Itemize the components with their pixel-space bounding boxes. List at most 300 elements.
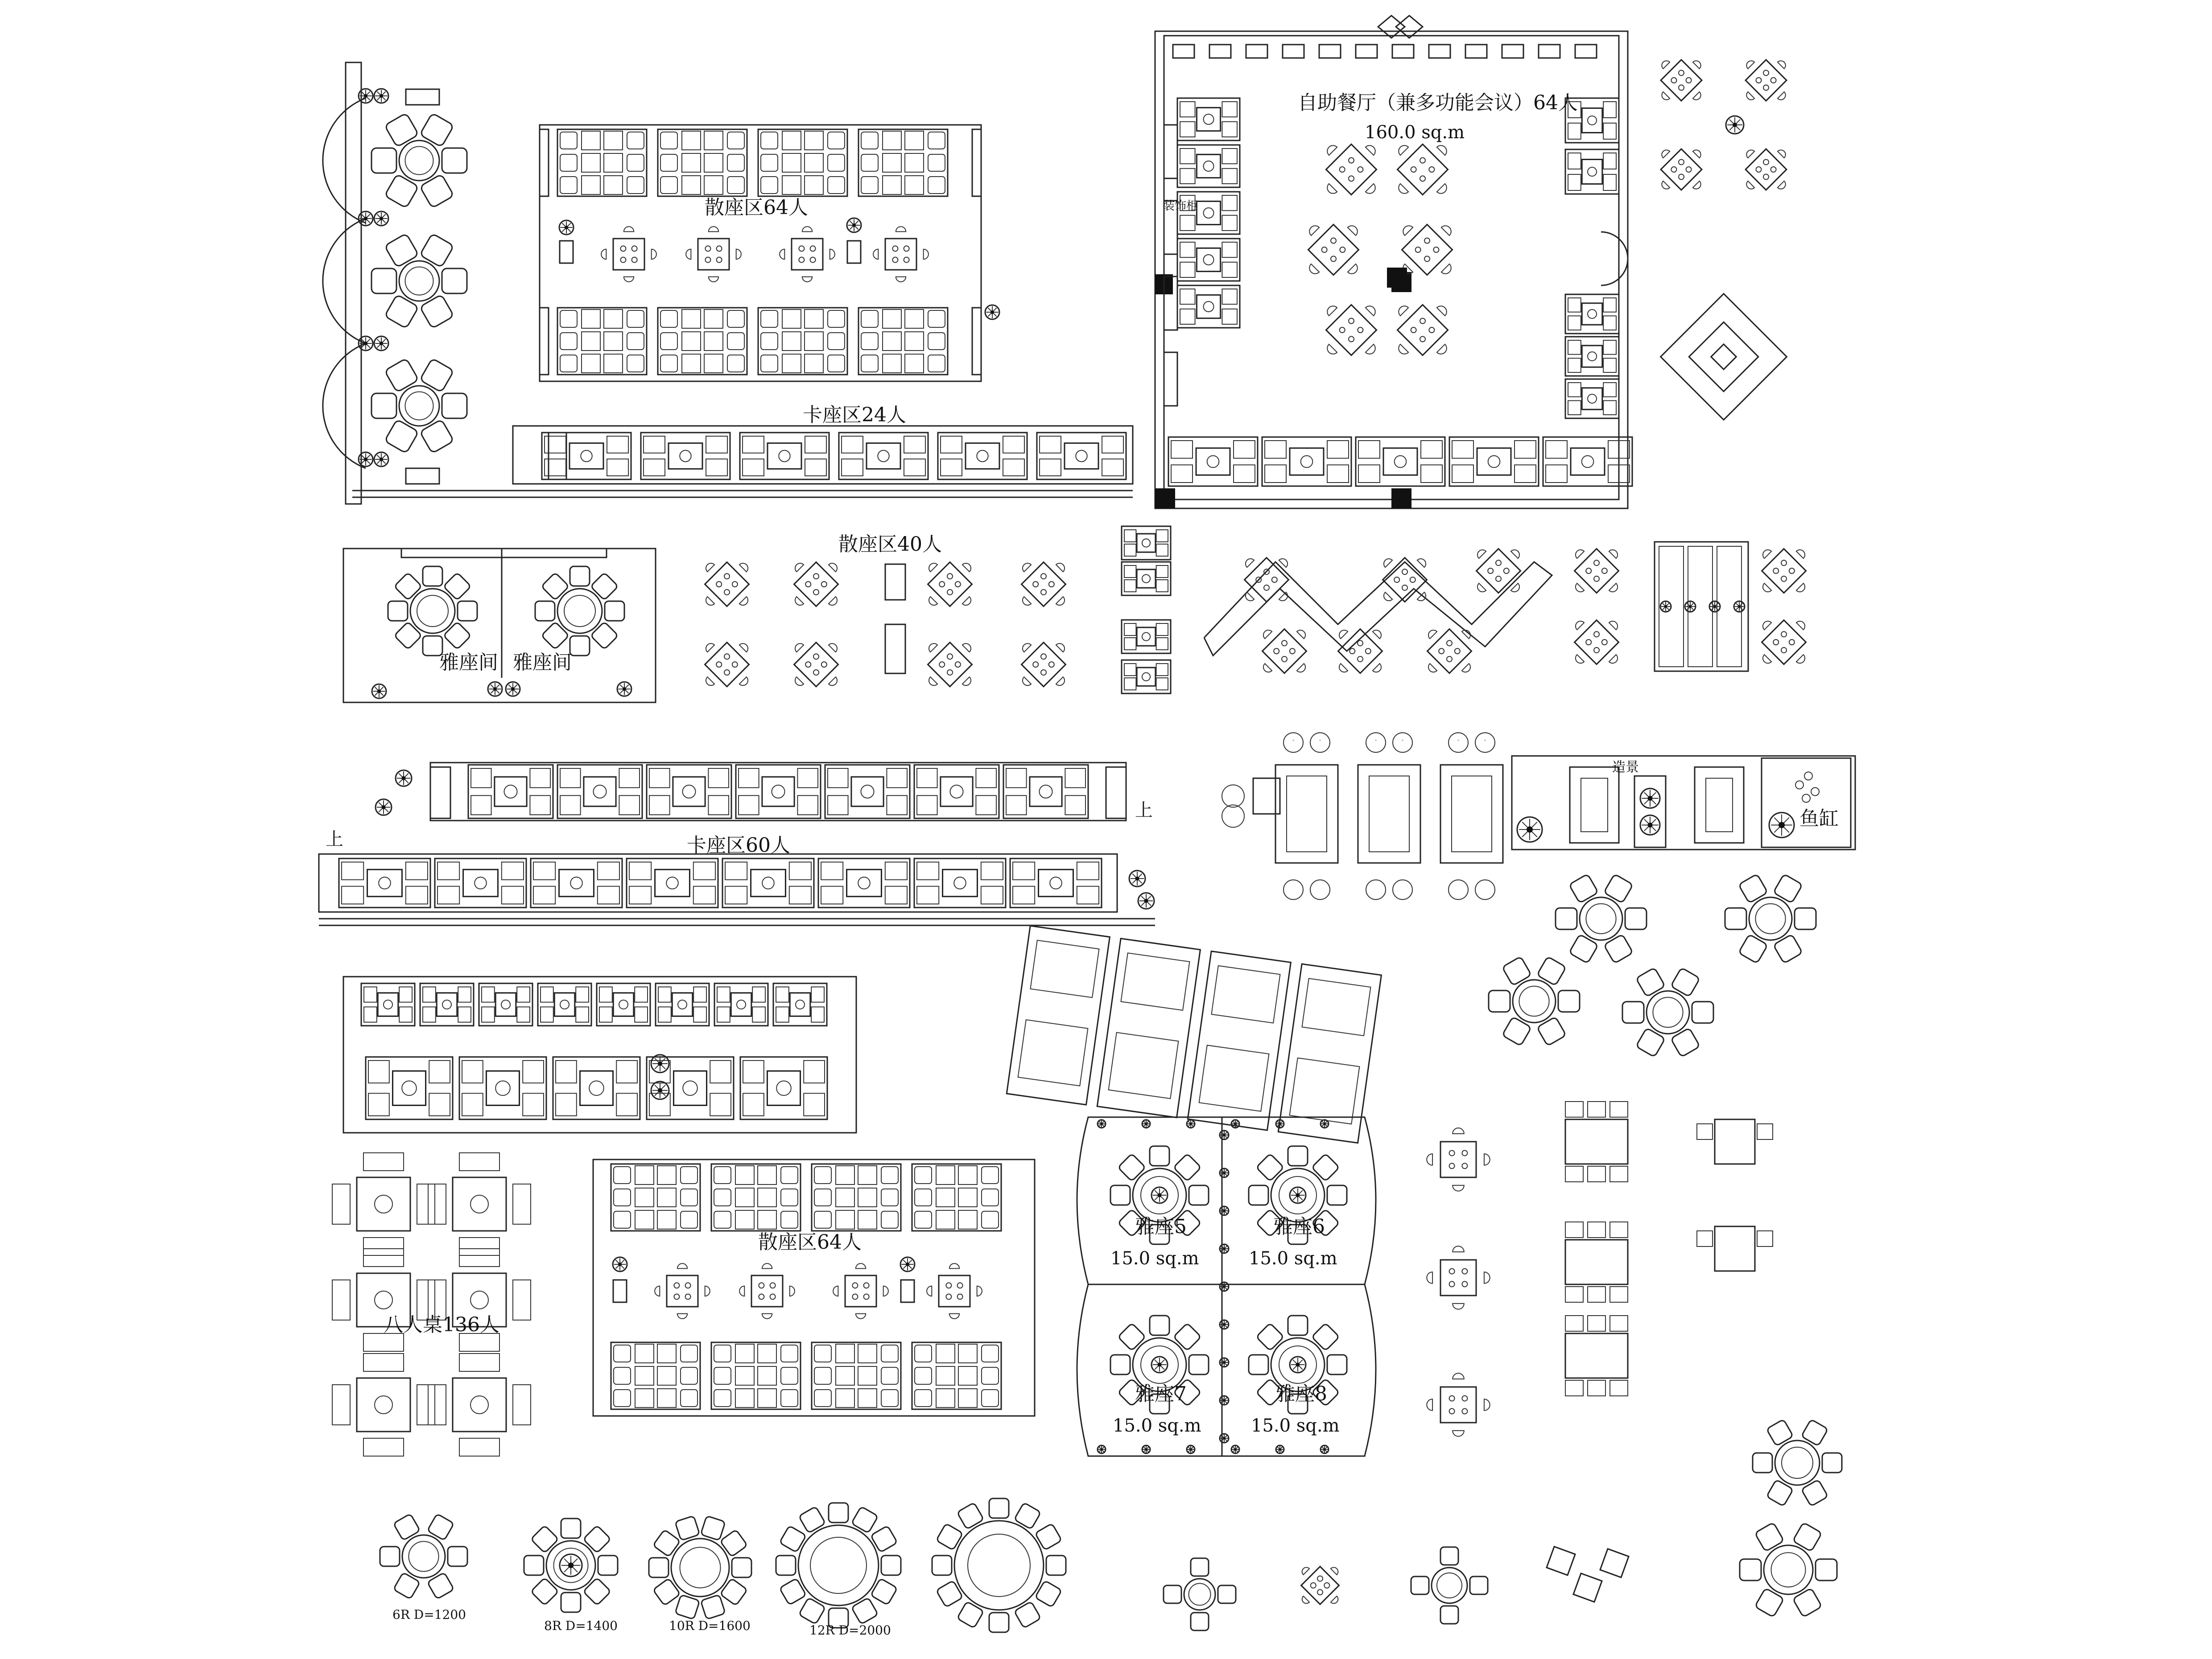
seat bbox=[1265, 465, 1286, 483]
table-cell bbox=[883, 354, 901, 373]
four-top-table bbox=[1745, 532, 1823, 610]
table-cell bbox=[836, 1366, 854, 1385]
seat bbox=[714, 1390, 731, 1407]
table-cell bbox=[858, 1344, 877, 1363]
table-cell bbox=[805, 131, 823, 150]
chair bbox=[924, 249, 929, 259]
quad-booth bbox=[912, 1342, 1001, 1409]
table-dot bbox=[620, 246, 626, 251]
chair bbox=[394, 573, 422, 600]
table-cell bbox=[782, 176, 801, 194]
seat bbox=[614, 1211, 631, 1228]
chair bbox=[1511, 583, 1522, 594]
chair bbox=[927, 677, 937, 688]
booth bbox=[468, 765, 553, 818]
table-dot bbox=[1357, 655, 1364, 663]
booth bbox=[656, 983, 709, 1026]
chair bbox=[989, 1498, 1009, 1518]
booth bbox=[339, 858, 430, 908]
table-cell bbox=[682, 354, 701, 373]
table-cell bbox=[635, 1344, 654, 1363]
booth-table bbox=[1039, 870, 1073, 897]
seat bbox=[1568, 316, 1581, 330]
seat bbox=[714, 1189, 731, 1206]
table-dot bbox=[1449, 1281, 1455, 1287]
quad-booth bbox=[658, 129, 747, 196]
seat bbox=[1156, 638, 1168, 650]
seat bbox=[1222, 122, 1237, 137]
seat bbox=[982, 1211, 999, 1228]
seat bbox=[887, 796, 907, 815]
seat bbox=[462, 1061, 483, 1083]
round-table bbox=[776, 1503, 901, 1628]
window bbox=[1539, 45, 1560, 58]
chair bbox=[709, 227, 718, 231]
seat bbox=[814, 1345, 831, 1362]
seat bbox=[1077, 862, 1099, 880]
table-dot bbox=[1409, 576, 1416, 584]
chair bbox=[1757, 1231, 1773, 1246]
fishtank-label: 鱼缸 bbox=[1799, 807, 1839, 830]
seat bbox=[681, 1167, 697, 1184]
chair bbox=[1453, 1246, 1464, 1252]
seat bbox=[616, 1061, 637, 1083]
seat bbox=[471, 768, 491, 788]
table-dot bbox=[1428, 166, 1436, 173]
table-dot bbox=[813, 653, 820, 660]
chair bbox=[1796, 655, 1807, 665]
chair bbox=[371, 393, 396, 418]
chair bbox=[1020, 641, 1031, 652]
table-dot bbox=[810, 257, 816, 263]
seat bbox=[627, 355, 644, 372]
window bbox=[1502, 45, 1523, 58]
seat bbox=[1222, 195, 1237, 210]
booth-table bbox=[851, 777, 883, 806]
chair bbox=[459, 1238, 499, 1255]
curved-partition bbox=[323, 343, 366, 468]
table-cell bbox=[836, 1344, 854, 1363]
table-dot bbox=[1410, 326, 1417, 334]
booth bbox=[740, 1057, 827, 1119]
booth-table bbox=[655, 870, 690, 897]
table-dot bbox=[957, 1283, 963, 1288]
chair bbox=[1660, 59, 1670, 69]
chair bbox=[1366, 143, 1378, 155]
table-dot bbox=[1432, 246, 1440, 254]
seat bbox=[885, 886, 907, 904]
chair bbox=[1475, 733, 1495, 752]
round-table bbox=[1740, 1523, 1837, 1618]
chair bbox=[1222, 785, 1244, 807]
table-dot bbox=[1316, 1575, 1324, 1582]
booth bbox=[914, 858, 1006, 908]
chair bbox=[1288, 1146, 1308, 1166]
chair bbox=[1778, 181, 1787, 191]
chair bbox=[1056, 677, 1067, 688]
booth bbox=[557, 765, 642, 818]
table-dot bbox=[705, 246, 710, 251]
sanzuo-top-label: 散座区64人 bbox=[705, 196, 808, 219]
table-cell bbox=[604, 354, 623, 373]
table-cell bbox=[758, 1366, 776, 1385]
four-top-table bbox=[1321, 612, 1399, 690]
window bbox=[1356, 45, 1377, 58]
chair bbox=[1795, 908, 1816, 929]
seat bbox=[576, 1007, 589, 1022]
plant-icon bbox=[985, 305, 999, 319]
table-cell bbox=[735, 1366, 754, 1385]
table-cell bbox=[905, 332, 924, 351]
table-dot bbox=[946, 669, 954, 676]
seat bbox=[1180, 122, 1195, 137]
seat bbox=[1452, 465, 1473, 483]
sofa-booth bbox=[1358, 765, 1420, 863]
booth-table bbox=[1197, 154, 1220, 177]
plant-icon bbox=[1220, 1244, 1229, 1253]
chair bbox=[932, 1556, 952, 1575]
seat bbox=[423, 1007, 436, 1022]
legend-8r: 8R D=1400 bbox=[544, 1618, 618, 1633]
seat bbox=[982, 1390, 999, 1407]
chair bbox=[388, 601, 408, 621]
seat bbox=[915, 1211, 932, 1228]
seat bbox=[708, 768, 729, 788]
table-cell bbox=[805, 310, 823, 328]
chair bbox=[829, 677, 839, 688]
chair bbox=[1189, 1355, 1209, 1374]
seat bbox=[1102, 459, 1123, 476]
seat bbox=[981, 862, 1003, 880]
seat bbox=[1515, 465, 1536, 483]
plant-icon bbox=[1685, 601, 1696, 612]
plant-icon bbox=[1220, 1434, 1229, 1443]
table-dot bbox=[1401, 568, 1409, 576]
seat bbox=[941, 459, 962, 476]
up-right-label: 上 bbox=[1135, 800, 1153, 821]
booth bbox=[459, 1057, 546, 1119]
plant-icon bbox=[359, 336, 373, 351]
up-left-label: 上 bbox=[326, 829, 343, 850]
seat bbox=[1265, 441, 1286, 458]
four-top-table bbox=[927, 1263, 982, 1319]
seat bbox=[814, 1189, 831, 1206]
chair bbox=[1565, 1102, 1583, 1117]
table-dot bbox=[1593, 646, 1601, 654]
seat bbox=[881, 1167, 898, 1184]
chair bbox=[736, 249, 741, 259]
table-dot bbox=[1338, 326, 1346, 334]
booth-table bbox=[1290, 448, 1324, 475]
seat bbox=[861, 310, 878, 327]
table-cell bbox=[735, 1210, 754, 1229]
seat bbox=[714, 1345, 731, 1362]
seat bbox=[1156, 544, 1168, 556]
seat bbox=[714, 1167, 731, 1184]
seat bbox=[1065, 796, 1085, 815]
seat bbox=[781, 1345, 798, 1362]
chair bbox=[443, 573, 471, 600]
table-dot bbox=[1593, 559, 1601, 567]
chair bbox=[1475, 880, 1495, 900]
round-table-legend bbox=[380, 1498, 1066, 1638]
chair bbox=[1327, 1355, 1347, 1374]
seat bbox=[635, 1007, 648, 1022]
legend-6r: 6R D=1200 bbox=[392, 1607, 466, 1622]
four-top-table bbox=[686, 227, 741, 282]
chair bbox=[1218, 1585, 1236, 1603]
table-cell bbox=[682, 131, 701, 150]
plant-icon bbox=[1231, 1120, 1239, 1128]
four-top-table bbox=[1004, 625, 1082, 703]
seat bbox=[1124, 580, 1136, 592]
chair bbox=[1440, 1547, 1458, 1565]
four-top-table bbox=[1004, 545, 1082, 623]
table-dot bbox=[852, 1294, 858, 1300]
table-dot bbox=[1357, 326, 1364, 334]
chair bbox=[541, 622, 569, 649]
four-top-table bbox=[601, 227, 656, 282]
plant-icon bbox=[1290, 1187, 1306, 1203]
table-dot bbox=[1348, 317, 1355, 325]
table-cell bbox=[758, 1188, 776, 1207]
curved-partition bbox=[323, 98, 366, 223]
seat bbox=[1222, 262, 1237, 277]
chair bbox=[1600, 1549, 1629, 1577]
chair bbox=[442, 393, 467, 418]
chair bbox=[371, 268, 396, 293]
booth-table bbox=[1582, 388, 1602, 409]
table-dot bbox=[1419, 157, 1427, 164]
chair bbox=[949, 1314, 959, 1319]
chair bbox=[1573, 548, 1584, 558]
table-cell bbox=[805, 176, 823, 194]
chair bbox=[513, 1184, 531, 1224]
quad-booth bbox=[758, 129, 847, 196]
seat bbox=[1124, 530, 1136, 542]
table-dot bbox=[1502, 567, 1510, 575]
table-dot bbox=[1414, 246, 1422, 254]
chair bbox=[856, 1263, 866, 1268]
table-cell bbox=[582, 310, 600, 328]
seat bbox=[761, 355, 778, 372]
table-dot bbox=[904, 257, 909, 263]
chair bbox=[1573, 1573, 1602, 1602]
seat bbox=[681, 1367, 697, 1384]
booth-table bbox=[1137, 534, 1156, 552]
booth bbox=[1177, 98, 1240, 140]
chair bbox=[1300, 1566, 1309, 1575]
table-cell bbox=[682, 176, 701, 194]
table-cell bbox=[936, 1210, 955, 1229]
table-dot bbox=[674, 1283, 679, 1288]
chair bbox=[1310, 880, 1330, 900]
seat bbox=[1603, 383, 1616, 397]
seat bbox=[727, 310, 744, 327]
seat bbox=[1603, 316, 1616, 330]
chair bbox=[686, 249, 691, 259]
booth bbox=[538, 983, 591, 1026]
booth bbox=[1010, 858, 1102, 908]
table-dot bbox=[1487, 567, 1494, 575]
table-dot bbox=[1772, 567, 1780, 575]
table-dot bbox=[1419, 175, 1427, 182]
seat bbox=[941, 436, 962, 453]
table-cell bbox=[905, 153, 924, 172]
chair bbox=[705, 1286, 710, 1296]
table-dot bbox=[1309, 1582, 1317, 1589]
table-cell bbox=[936, 1366, 955, 1385]
booth bbox=[1565, 337, 1619, 376]
yazuo6-area: 15.0 sq.m bbox=[1249, 1248, 1337, 1269]
table-dot bbox=[1585, 567, 1593, 575]
chair bbox=[1609, 619, 1620, 630]
table-dot bbox=[805, 661, 812, 669]
window bbox=[1465, 45, 1487, 58]
table-cell bbox=[657, 1166, 676, 1184]
seat bbox=[681, 1189, 697, 1206]
table-dot bbox=[904, 246, 909, 251]
table-dot bbox=[1323, 1582, 1331, 1589]
seat bbox=[1603, 298, 1616, 312]
chair bbox=[675, 1516, 700, 1540]
booth-table bbox=[1197, 248, 1220, 271]
chair bbox=[1437, 304, 1449, 316]
four-top-table bbox=[1289, 205, 1378, 294]
seat bbox=[917, 886, 939, 904]
table-dot bbox=[1348, 335, 1355, 343]
seat bbox=[598, 886, 619, 904]
quad-booth bbox=[557, 129, 647, 196]
chair bbox=[1609, 655, 1620, 665]
plant-icon bbox=[372, 684, 386, 698]
plant-icon bbox=[376, 799, 392, 815]
table-cell bbox=[805, 332, 823, 351]
booth-table bbox=[495, 993, 516, 1016]
chair bbox=[1249, 1355, 1268, 1374]
seat bbox=[917, 768, 937, 788]
table-dot bbox=[946, 573, 954, 580]
chair bbox=[652, 249, 656, 259]
four-top-table bbox=[1410, 612, 1488, 690]
seat bbox=[1124, 678, 1136, 690]
seat bbox=[471, 796, 491, 815]
seat bbox=[1180, 262, 1195, 277]
four-top-table bbox=[780, 227, 835, 282]
table-cell bbox=[682, 310, 701, 328]
chair bbox=[1401, 223, 1413, 235]
chair bbox=[394, 622, 422, 649]
plant-icon bbox=[488, 682, 502, 696]
booth-table bbox=[1582, 303, 1602, 325]
chair bbox=[1396, 344, 1408, 356]
seat bbox=[917, 796, 937, 815]
chair bbox=[1745, 181, 1754, 191]
side-cabinet bbox=[406, 468, 439, 484]
booth-table bbox=[1582, 160, 1602, 184]
booth-table bbox=[767, 1071, 800, 1106]
seat bbox=[517, 987, 530, 1002]
chair bbox=[1020, 597, 1031, 607]
table-dot bbox=[1449, 1151, 1455, 1156]
seat bbox=[739, 768, 759, 788]
table bbox=[1565, 1240, 1628, 1284]
chair bbox=[1511, 548, 1522, 558]
seat bbox=[1171, 465, 1193, 483]
round-table bbox=[371, 233, 467, 328]
table-dot bbox=[1788, 639, 1795, 646]
table-cell bbox=[758, 1344, 776, 1363]
seat bbox=[560, 132, 577, 149]
chair bbox=[363, 1249, 404, 1267]
plant-icon bbox=[847, 218, 861, 232]
seat bbox=[502, 886, 524, 904]
plant-icon bbox=[359, 452, 373, 466]
right-lower-tables bbox=[1427, 1102, 1842, 1617]
seat bbox=[804, 1094, 825, 1116]
table-dot bbox=[813, 573, 820, 580]
seat bbox=[881, 1211, 898, 1228]
booth bbox=[1262, 437, 1351, 486]
chair bbox=[1745, 59, 1754, 69]
sanzuo-64-area-top bbox=[540, 125, 999, 381]
seat bbox=[560, 355, 577, 372]
seat bbox=[576, 987, 589, 1002]
booth bbox=[818, 858, 910, 908]
table-dot bbox=[852, 1283, 858, 1288]
booth bbox=[627, 858, 718, 908]
seat bbox=[627, 310, 644, 327]
table-cell bbox=[704, 332, 723, 351]
booth-table bbox=[943, 870, 978, 897]
booth bbox=[714, 983, 768, 1026]
chair bbox=[524, 1556, 544, 1575]
plant-icon bbox=[1517, 817, 1542, 842]
booth-table bbox=[731, 993, 751, 1016]
seat bbox=[482, 987, 495, 1002]
kazuo24-label: 卡座区24人 bbox=[803, 404, 906, 426]
seat bbox=[545, 436, 566, 453]
table-dot bbox=[1755, 166, 1762, 173]
chair bbox=[380, 1547, 400, 1566]
chair bbox=[1740, 1559, 1761, 1581]
chair bbox=[332, 1280, 350, 1320]
chair bbox=[1325, 143, 1337, 155]
buffet-hall bbox=[1155, 16, 1632, 508]
seat bbox=[706, 436, 727, 453]
chair bbox=[829, 597, 839, 607]
booth-table bbox=[580, 1071, 613, 1106]
table-dot bbox=[1770, 166, 1777, 173]
seat bbox=[928, 333, 945, 350]
table-dot bbox=[632, 257, 637, 263]
table-cell bbox=[883, 176, 901, 194]
seat bbox=[1568, 153, 1581, 169]
seat bbox=[1546, 465, 1567, 483]
seat bbox=[1222, 169, 1237, 184]
chair bbox=[1056, 641, 1067, 652]
chair bbox=[1761, 619, 1771, 630]
seat bbox=[861, 154, 878, 171]
seat bbox=[660, 177, 677, 194]
plant-icon bbox=[617, 682, 631, 696]
seat bbox=[1156, 623, 1168, 636]
seat bbox=[429, 1094, 450, 1116]
booth-table bbox=[1571, 448, 1605, 475]
table-dot bbox=[820, 581, 828, 588]
seat bbox=[635, 987, 648, 1002]
table-cell bbox=[758, 1210, 776, 1229]
